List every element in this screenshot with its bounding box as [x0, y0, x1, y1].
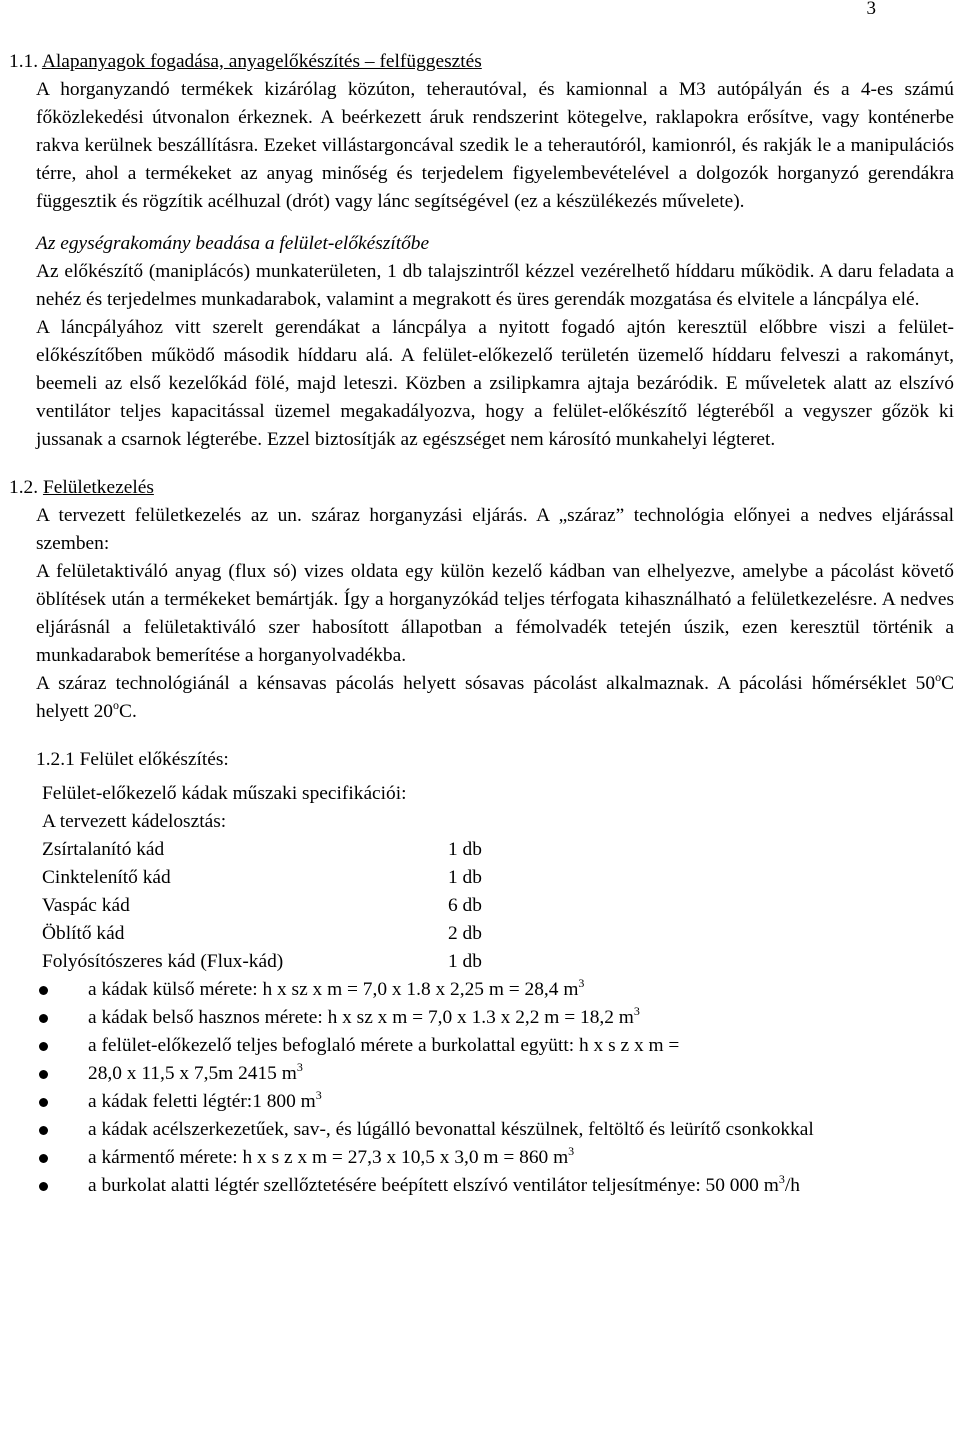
subsection-heading-1-2-1: 1.2.1 Felület előkészítés:	[36, 749, 229, 770]
table-row	[42, 864, 482, 892]
tank-name: Zsírtalanító kád	[42, 839, 165, 860]
bullet-icon	[39, 1182, 48, 1191]
list-item: a felület-előkezelő teljes befoglaló mérete a burkolattal együtt: h x s z x m =	[36, 1032, 954, 1060]
document-body	[9, 48, 954, 1200]
table-row	[42, 920, 482, 948]
paragraph: A felületaktiváló anyag (flux só) vizes oldata egy külön kezelő kádban van elhelyezve, amelybe a pácolást követő öblítések után a termékeket bemártják. Így a horganyzókád teljes térfogata kihasználható a felületkezelésre. A nedves eljárásnál a felületaktiváló szer habosított állapotban a fémolvadék tetején úszik, ezen keresztül történik a munkadarabok bemerítése a horganyolvadékba.	[36, 561, 954, 666]
table-row	[42, 948, 482, 976]
table-row	[42, 892, 482, 920]
bullet-icon	[39, 1154, 48, 1163]
section-title: Alapanyagok fogadása, anyagelőkészítés – felfüggesztés	[41, 51, 482, 72]
section-heading-1-1	[9, 48, 954, 76]
list-item: a kádak belső hasznos mérete: h x sz x m = 7,0 x 1.3 x 2,2 m = 18,2 $m^3$	[36, 1004, 954, 1032]
tank-qty: 1 db	[448, 951, 482, 972]
paragraph: Az előkészítő (maniplácós) munkaterületen, 1 db talajszintről kézzel vezérelhető híddaru működik. A daru feladata a nehéz és terjedelmes munkadarabok, valamint a megrakott és üres gerendák mozgatása és elvitele a láncpálya elé.	[36, 261, 954, 310]
paragraph: A láncpályához vitt szerelt gerendákat a láncpálya a nyitott fogadó ajtón keresztül előbbre viszi a felület-előkészítőben működő második híddaru alá. A felület-előkezelő területén üzemelő híddaru felveszi a rakományt, beemeli az első kezelőkád fölé, majd leteszi. Közben a zsilipkamra ajtaja bezáródik. E műveletek alatt az elszívó ventilátor teljes kapacitással üzemel megakadályozva, hogy a felület-előkészítő légteréből a vegyszer gőzök ki jussanak a csarnok légterébe. Ezzel biztosítják az egészséget nem károsító munkahelyi légteret.	[36, 317, 954, 450]
bullet-icon	[39, 1042, 48, 1051]
table-row	[42, 836, 482, 864]
bullet-icon	[39, 1070, 48, 1079]
list-item: a kádak feletti légtér:1 800 $m^3$	[36, 1088, 954, 1116]
spec-bullet-list	[36, 976, 954, 1200]
page-number: 3	[866, 0, 876, 19]
section-number: 1.1.	[9, 51, 39, 72]
section-title: Felületkezelés	[42, 477, 154, 498]
section-heading-1-2	[9, 474, 954, 502]
list-item: a kármentő mérete: h x s z x m = 27,3 x 10,5 x 3,0 m = 860 $m^3$	[36, 1144, 954, 1172]
tank-qty: 1 db	[448, 867, 482, 888]
bullet-icon	[39, 1126, 48, 1135]
paragraph: A tervezett felületkezelés az un. száraz horganyzási eljárás. A „száraz” technológia előnyei a nedves eljárással szemben:	[36, 505, 954, 554]
list-item: 28,0 x 11,5 x 7,5m 2415 $m^3$	[36, 1060, 954, 1088]
section-number: 1.2.	[9, 477, 39, 498]
tank-name: Öblítő kád	[42, 923, 125, 944]
paragraph: A horganyzandó termékek kizárólag közúton, teherautóval, és kamionnal a M3 autópályán és a 4-es számú főközlekedési útvonalon érkeznek. A beérkezett áruk rendszerint kötegelve, raklapokra erősítve, vagy konténerbe rakva kerülnek beszállításra. Ezeket villástargoncával szedik le a teherautóról, kamionról, és rakják le a manipulációs térre, ahol a termékeket az anyag minőség és terjedelem figyelembevételével a dolgozók horganyzó gerendákra függesztik és rögzítik acélhuzal (drót) vagy lánc segítségével (ez a készülékezés művelete).	[36, 79, 954, 212]
distribution-title: A tervezett kádelosztás:	[42, 811, 227, 832]
tank-qty: 1 db	[448, 839, 482, 860]
tank-qty: 6 db	[448, 895, 482, 916]
tank-name: Vaspác kád	[42, 895, 130, 916]
tank-name: Folyósítószeres kád (Flux-kád)	[42, 951, 284, 972]
tank-name: Cinktelenítő kád	[42, 867, 171, 888]
list-item: a kádak acélszerkezetűek, sav-, és lúgálló bevonattal készülnek, feltöltő és leürítő csonkokkal	[36, 1116, 954, 1144]
bullet-icon	[39, 1098, 48, 1107]
bullet-icon	[39, 1014, 48, 1023]
bullet-icon	[39, 986, 48, 995]
paragraph: A száraz technológiánál a kénsavas pácolás helyett sósavas pácolást alkalmaznak. A pácolási hőmérséklet 50$^o$C helyett 20$^o$C.	[36, 670, 954, 722]
list-item: a kádak külső mérete: h x sz x m = 7,0 x 1.8 x 2,25 m = 28,4 $m^3$	[36, 976, 954, 1004]
tank-qty: 2 db	[448, 923, 482, 944]
spec-title: Felület-előkezelő kádak műszaki specifikációi:	[42, 783, 407, 804]
italic-subheading: Az egységrakomány beadása a felület-előkészítőbe	[36, 233, 430, 254]
tank-table	[42, 836, 482, 976]
list-item: a burkolat alatti légtér szellőztetésére beépített elszívó ventilátor teljesítménye: 50 000 $m^3/h$	[36, 1172, 954, 1200]
